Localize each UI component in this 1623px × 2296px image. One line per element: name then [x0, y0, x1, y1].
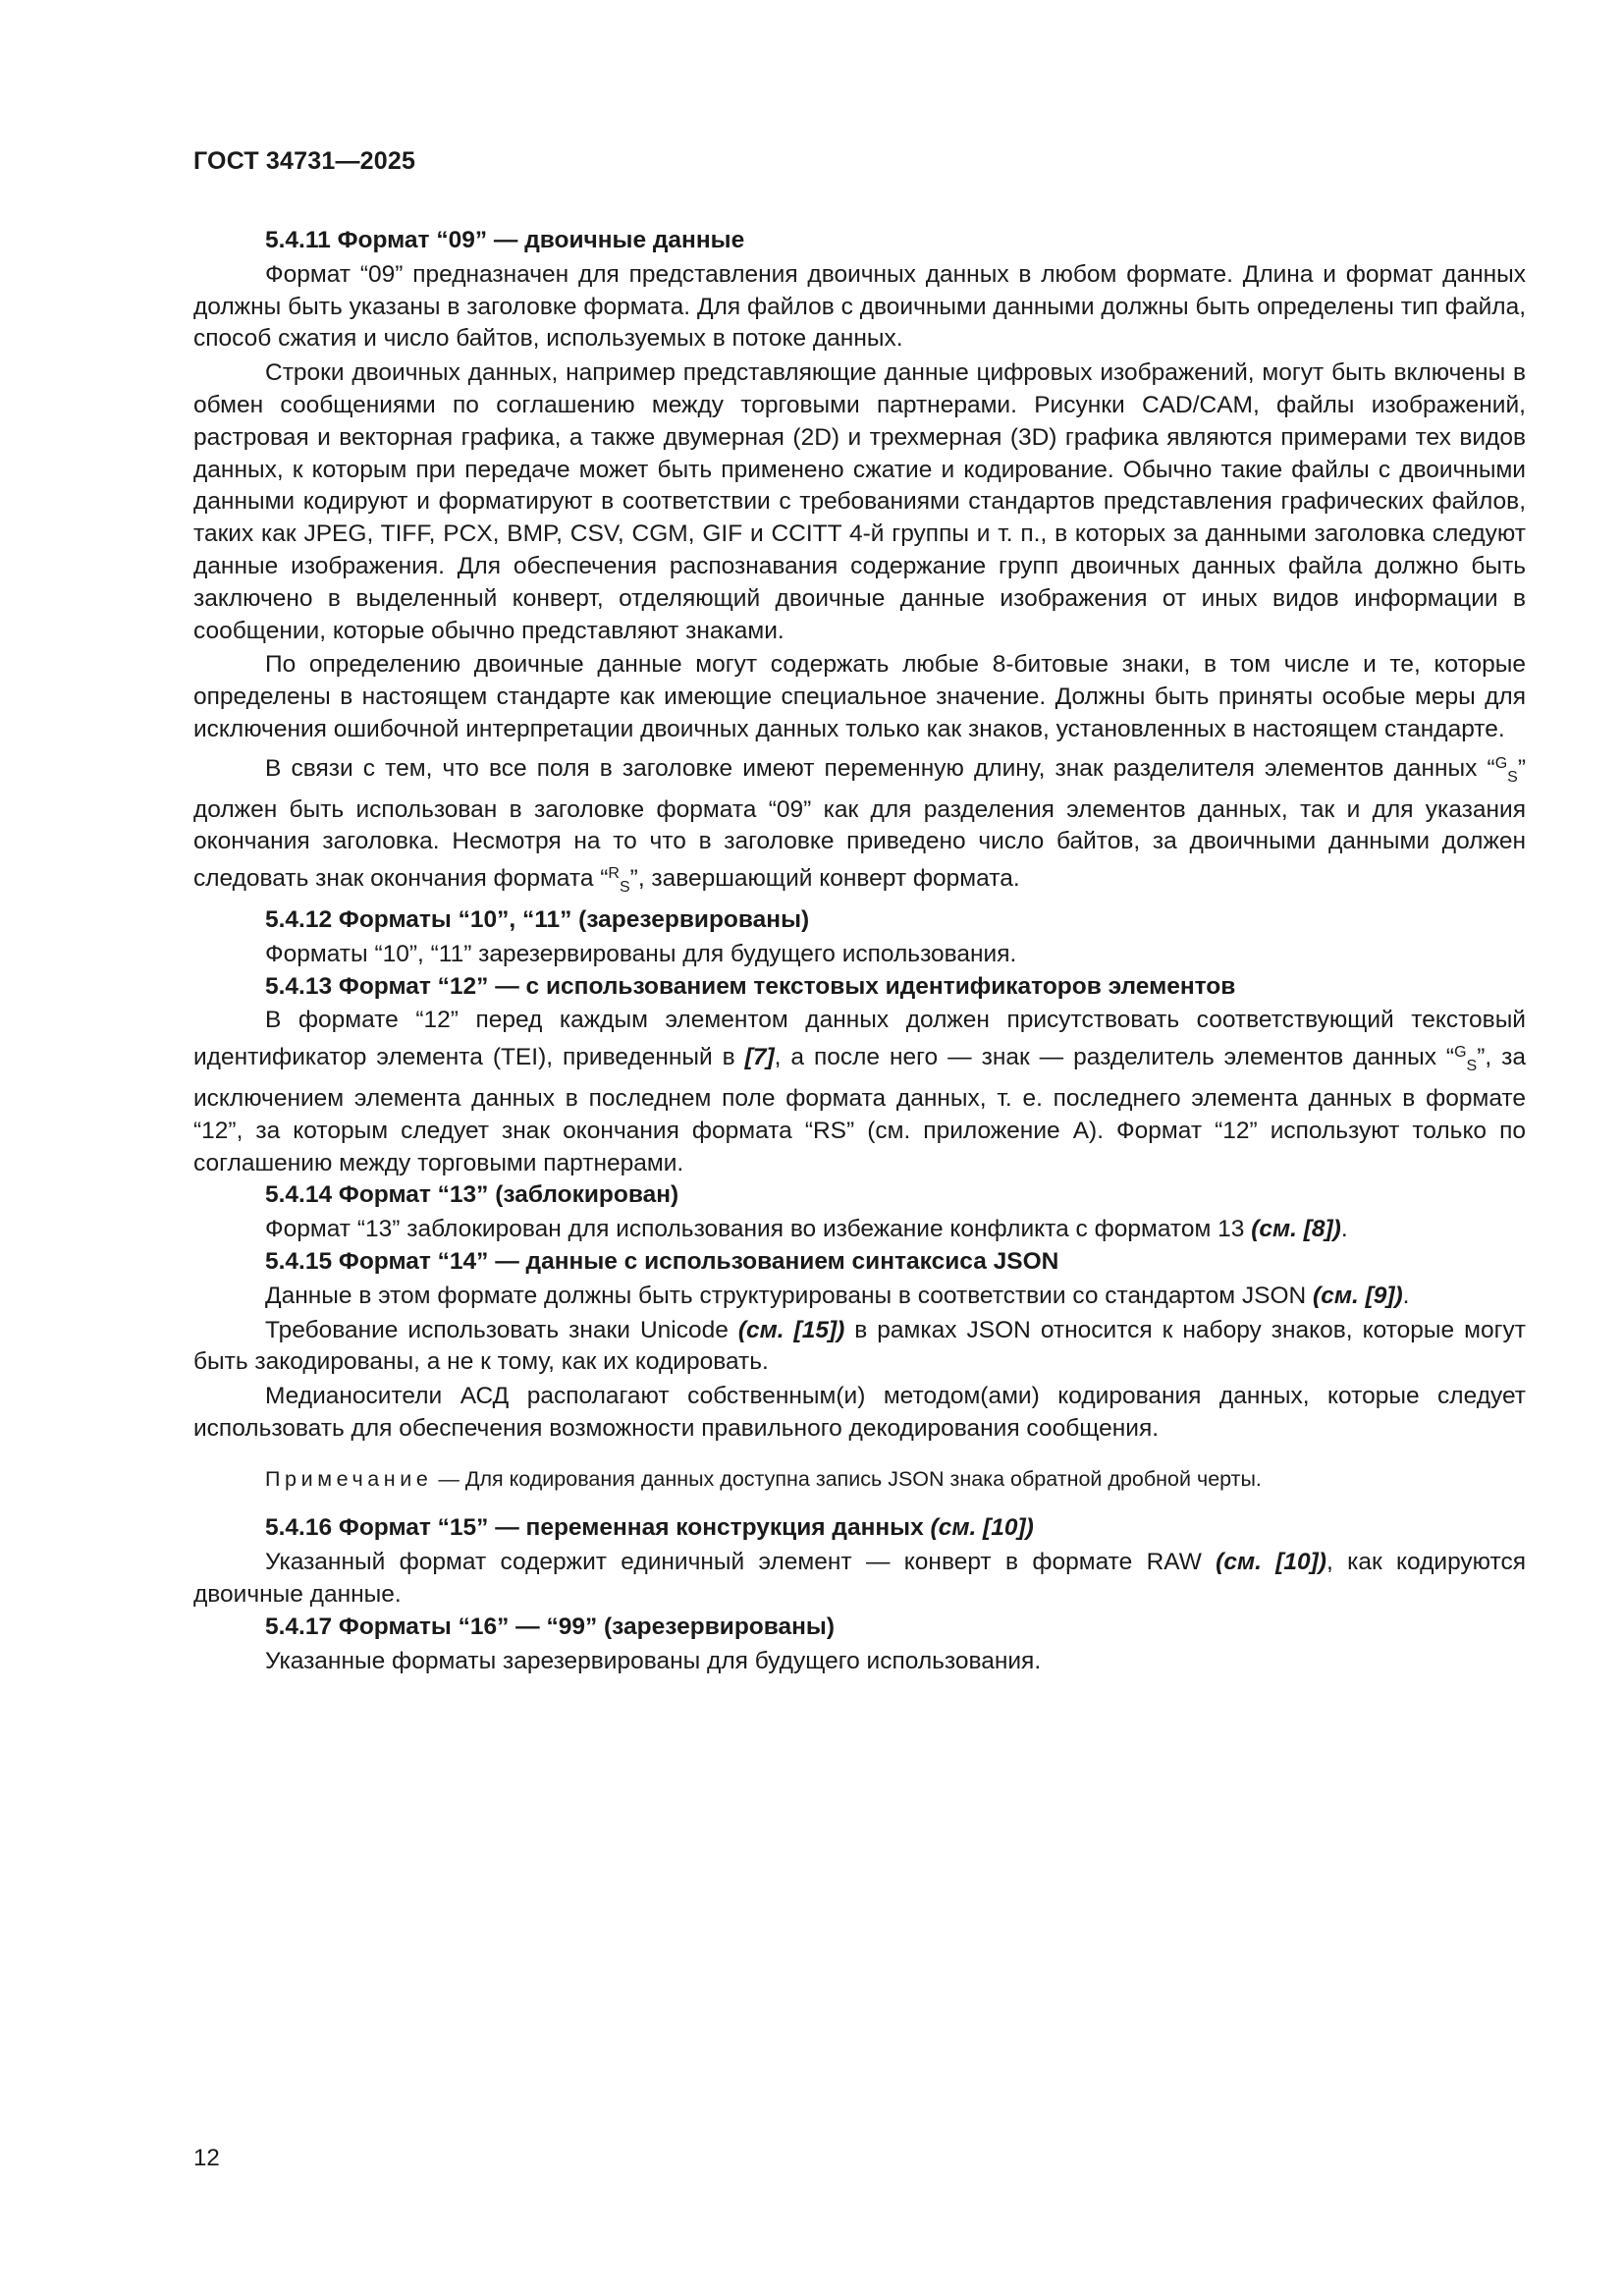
- section-5-4-17-heading: 5.4.17 Форматы “16” — “99” (зарезервированы): [265, 1613, 835, 1640]
- section-5-4-13-heading: 5.4.13 Формат “12” — с использованием текстовых идентификаторов элементов: [265, 972, 1236, 1000]
- note-text: — Для кодирования данных доступна запись JSON знака обратной дробной черты.: [432, 1466, 1262, 1491]
- text-run: , а после него — знак — разделитель элементов данных “: [774, 1044, 1455, 1071]
- reference-15: (см. [15]): [737, 1316, 845, 1343]
- rs-terminator-symbol: [608, 865, 630, 897]
- gs-symbol-lower: S: [1507, 768, 1518, 786]
- text-run: ” должен быть использован в заголовке формата “09” как для разделения элементов данных, так и для указания окончания заголовка. Несмотря на то что в заголовке приведено число байтов, за двоичными данными должен следовать знак окончания формата “: [193, 754, 1526, 893]
- section-5-4-15-paragraph-2: [193, 1315, 1526, 1380]
- reference-8: (см. [8]): [1251, 1216, 1341, 1243]
- text-run: , как кодируются двоичные данные.: [193, 1549, 1526, 1609]
- text-run: .: [1402, 1282, 1410, 1309]
- section-5-4-17-paragraph-1: Указанные форматы зарезервированы для будущего использования.: [265, 1647, 1042, 1674]
- text-run: В формате “12” перед каждым элементом данных должен присутствовать соответствующий текстовый идентификатор элемента (TEI), приведенный в: [193, 1007, 1526, 1071]
- reference-10: (см. [10]): [930, 1514, 1034, 1542]
- section-5-4-12-heading: 5.4.12 Форматы “10”, “11” (зарезервированы): [265, 905, 810, 933]
- section-5-4-16-heading: [193, 1512, 1526, 1545]
- gs-separator-symbol: [1454, 1044, 1478, 1075]
- text-run: 5.4.16 Формат “15” — переменная конструкция данных: [265, 1514, 931, 1542]
- reference-10: (см. [10]): [1216, 1549, 1326, 1576]
- gs-symbol-upper: G: [1494, 754, 1508, 772]
- note-label: Примечание: [265, 1466, 433, 1491]
- gs-symbol-upper: G: [1454, 1044, 1467, 1062]
- document-header: ГОСТ 34731—2025: [193, 147, 416, 175]
- text-run: ”, завершающий конверт формата.: [629, 865, 1020, 893]
- text-run: Указанный формат содержит единичный элемент — конверт в формате RAW: [265, 1549, 1217, 1576]
- text-run: Требование использовать знаки Unicode: [265, 1316, 738, 1343]
- section-5-4-15-heading: 5.4.15 Формат “14” — данные с использованием синтаксиса JSON: [265, 1247, 1059, 1275]
- text-run: ”, за исключением элемента данных в последнем поле формата данных, т. е. последнего элемента данных в формате “12”, за которым следует знак окончания формата “RS” (см. приложение А). Формат “12” используют только по соглашению между торговыми партнерами.: [193, 1044, 1527, 1176]
- gs-symbol-lower: S: [1466, 1058, 1478, 1075]
- gs-separator-symbol: [1494, 754, 1518, 786]
- rs-symbol-lower: S: [619, 879, 630, 897]
- note: [193, 1463, 1526, 1496]
- text-run: Данные в этом формате должны быть структурированы в соответствии со стандартом JSON: [265, 1282, 1314, 1309]
- document-body: [193, 225, 1526, 1677]
- section-5-4-15-paragraph-1: [193, 1281, 1526, 1313]
- text-run: В связи с тем, что все поля в заголовке имеют переменную длину, знак разделителя элементов данных “: [265, 754, 1495, 782]
- section-5-4-11-paragraph-3: По определению двоичные данные могут содержать любые 8-битовые знаки, в том числе и те, которые определены в настоящем стандарте как имеющие специальное значение. Должны быть приняты особые меры для исключения ошибочной интерпретации двоичных данных только как знаков, установленных в настоящем стандарте.: [193, 651, 1526, 742]
- section-5-4-13-paragraph-1: [193, 1005, 1526, 1179]
- section-5-4-11-paragraph-4: [193, 748, 1526, 904]
- section-5-4-15-paragraph-3: Медианосители АСД располагают собственным(и) методом(ами) кодирования данных, которые следует использовать для обеспечения возможности правильного декодирования сообщения.: [193, 1383, 1526, 1442]
- section-5-4-11-heading: 5.4.11 Формат “09” — двоичные данные: [265, 227, 745, 253]
- text-run: .: [1340, 1216, 1348, 1243]
- rs-symbol-upper: R: [608, 865, 620, 883]
- section-5-4-14-paragraph-1: [193, 1214, 1526, 1246]
- text-run: в рамках JSON относится к набору знаков, которые могут быть закодированы, а не к тому, как их кодировать.: [193, 1316, 1526, 1376]
- reference-9: (см. [9]): [1313, 1282, 1403, 1309]
- section-5-4-11-paragraph-2: Строки двоичных данных, например представляющие данные цифровых изображений, могут быть включены в обмен сообщениями по соглашению между торговыми партнерами. Рисунки CAD/CAM, файлы изображений, растровая и векторная графика, а также двумерная (2D) и трехмерная (3D) графика являются примерами тех видов данных, к которым при передаче может быть применено сжатие и кодирование. Обычно такие файлы с двоичными данными кодируют и форматируют в соответствии с требованиями стандартов представления графических файлов, таких как JPEG, TIFF, PCX, BMP, CSV, CGM, GIF и CCITT 4-й группы и т. п., в которых за данными заголовка следуют данные изображения. Для обеспечения распознавания содержание групп двоичных данных файла должно быть заключено в выделенный конверт, отделяющий двоичные данные изображения от иных видов информации в сообщении, которые обычно представляют знаками.: [193, 359, 1526, 644]
- section-5-4-11-paragraph-1: Формат “09” предназначен для представления двоичных данных в любом формате. Длина и формат данных должны быть указаны в заголовке формата. Для файлов с двоичными данными должны быть определены тип файла, способ сжатия и число байтов, используемых в потоке данных.: [193, 260, 1526, 353]
- text-run: Формат “13” заблокирован для использования во избежание конфликта с форматом 13: [265, 1216, 1252, 1243]
- section-5-4-12-paragraph-1: Форматы “10”, “11” зарезервированы для будущего использования.: [265, 940, 1017, 967]
- reference-7: [7]: [744, 1044, 775, 1071]
- section-5-4-16-paragraph-1: [193, 1547, 1526, 1612]
- page-number: 12: [193, 2145, 220, 2171]
- section-5-4-14-heading: 5.4.14 Формат “13” (заблокирован): [265, 1181, 679, 1209]
